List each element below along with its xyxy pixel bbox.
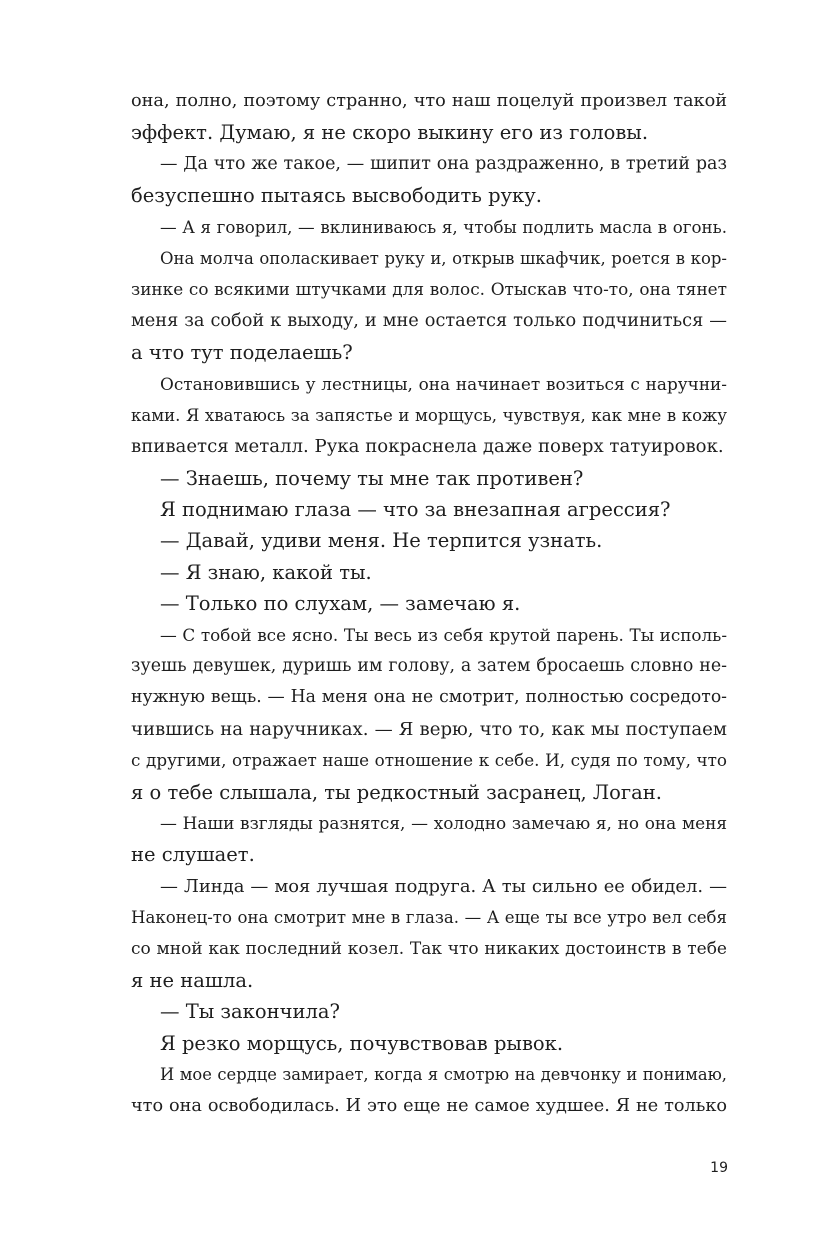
text-line: Я поднимаю глаза — что за внезапная агрессия?	[160, 498, 671, 522]
text-line: — Да что же такое, — шипит она раздраженно, в третий раз	[160, 153, 727, 174]
text-line: я о тебе слышала, ты редкостный засранец, Логан.	[131, 780, 662, 804]
text-line: что она освободилась. И это еще не самое худшее. Я не только	[131, 1095, 727, 1116]
text-line: ками. Я хватаюсь за запястье и морщусь, чувствуя, как мне в кожу	[131, 405, 727, 425]
text-line: а что тут поделаешь?	[131, 341, 353, 365]
text-line: Остановившись у лестницы, она начинает возиться с наручни-	[160, 373, 727, 394]
text-line: Наконец-то она смотрит мне в глаза. — А еще ты все утро вел себя	[131, 908, 727, 928]
text-line: нужную вещь. — На меня она не смотрит, полностью сосредото-	[131, 687, 727, 708]
text-line: с другими, отражает наше отношение к себе. И, судя по тому, что	[131, 750, 727, 771]
text-line: со мной как последний козел. Так что никаких достоинств в тебе	[131, 938, 727, 959]
text-line: — Давай, удиви меня. Не терпится узнать.	[160, 529, 603, 553]
text-line: — Ты закончила?	[160, 1000, 340, 1024]
text-line: зуешь девушек, дуришь им голову, а затем бросаешь словно не-	[131, 656, 727, 677]
text-line: эффект. Думаю, я не скоро выкину его из головы.	[131, 121, 649, 145]
text-line: — С тобой все ясно. Ты весь из себя крутой парень. Ты исполь-	[160, 624, 727, 645]
page-number: 19	[710, 1160, 728, 1176]
text-line: не слушает.	[131, 843, 255, 867]
text-line: впивается металл. Рука покраснела даже поверх татуировок.	[131, 436, 724, 458]
text-line: Она молча ополаскивает руку и, открыв шкафчик, роется в кор-	[160, 248, 727, 268]
text-line: меня за собой к выходу, и мне остается только подчиниться —	[131, 310, 727, 331]
text-line: — Наши взгляды разнятся, — холодно замечаю я, но она меня	[160, 812, 727, 833]
text-line: И мое сердце замирает, когда я смотрю на девчонку и понимаю,	[160, 1065, 727, 1085]
text-line: — Только по слухам, — замечаю я.	[160, 592, 521, 616]
text-line: Я резко морщусь, почувствовав рывок.	[160, 1031, 564, 1055]
text-line: я не нашла.	[131, 968, 254, 992]
text-line: она, полно, поэтому странно, что наш поцелуй произвел такой	[131, 91, 727, 111]
text-line: безуспешно пытаясь высвободить руку.	[131, 184, 542, 208]
text-line: — Линда — моя лучшая подруга. А ты сильно ее обидел. —	[160, 875, 727, 897]
text-line: — А я говорил, — вклиниваюсь я, чтобы подлить масла в огонь.	[160, 217, 727, 237]
text-line: — Знаешь, почему ты мне так противен?	[160, 466, 584, 490]
text-line: зинке со всякими штучками для волос. Отыскав что-то, она тянет	[131, 279, 727, 300]
text-line: чившись на наручниках. — Я верю, что то, как мы поступаем	[131, 718, 727, 740]
body-text	[131, 86, 727, 1122]
text-line: — Я знаю, какой ты.	[160, 560, 372, 584]
